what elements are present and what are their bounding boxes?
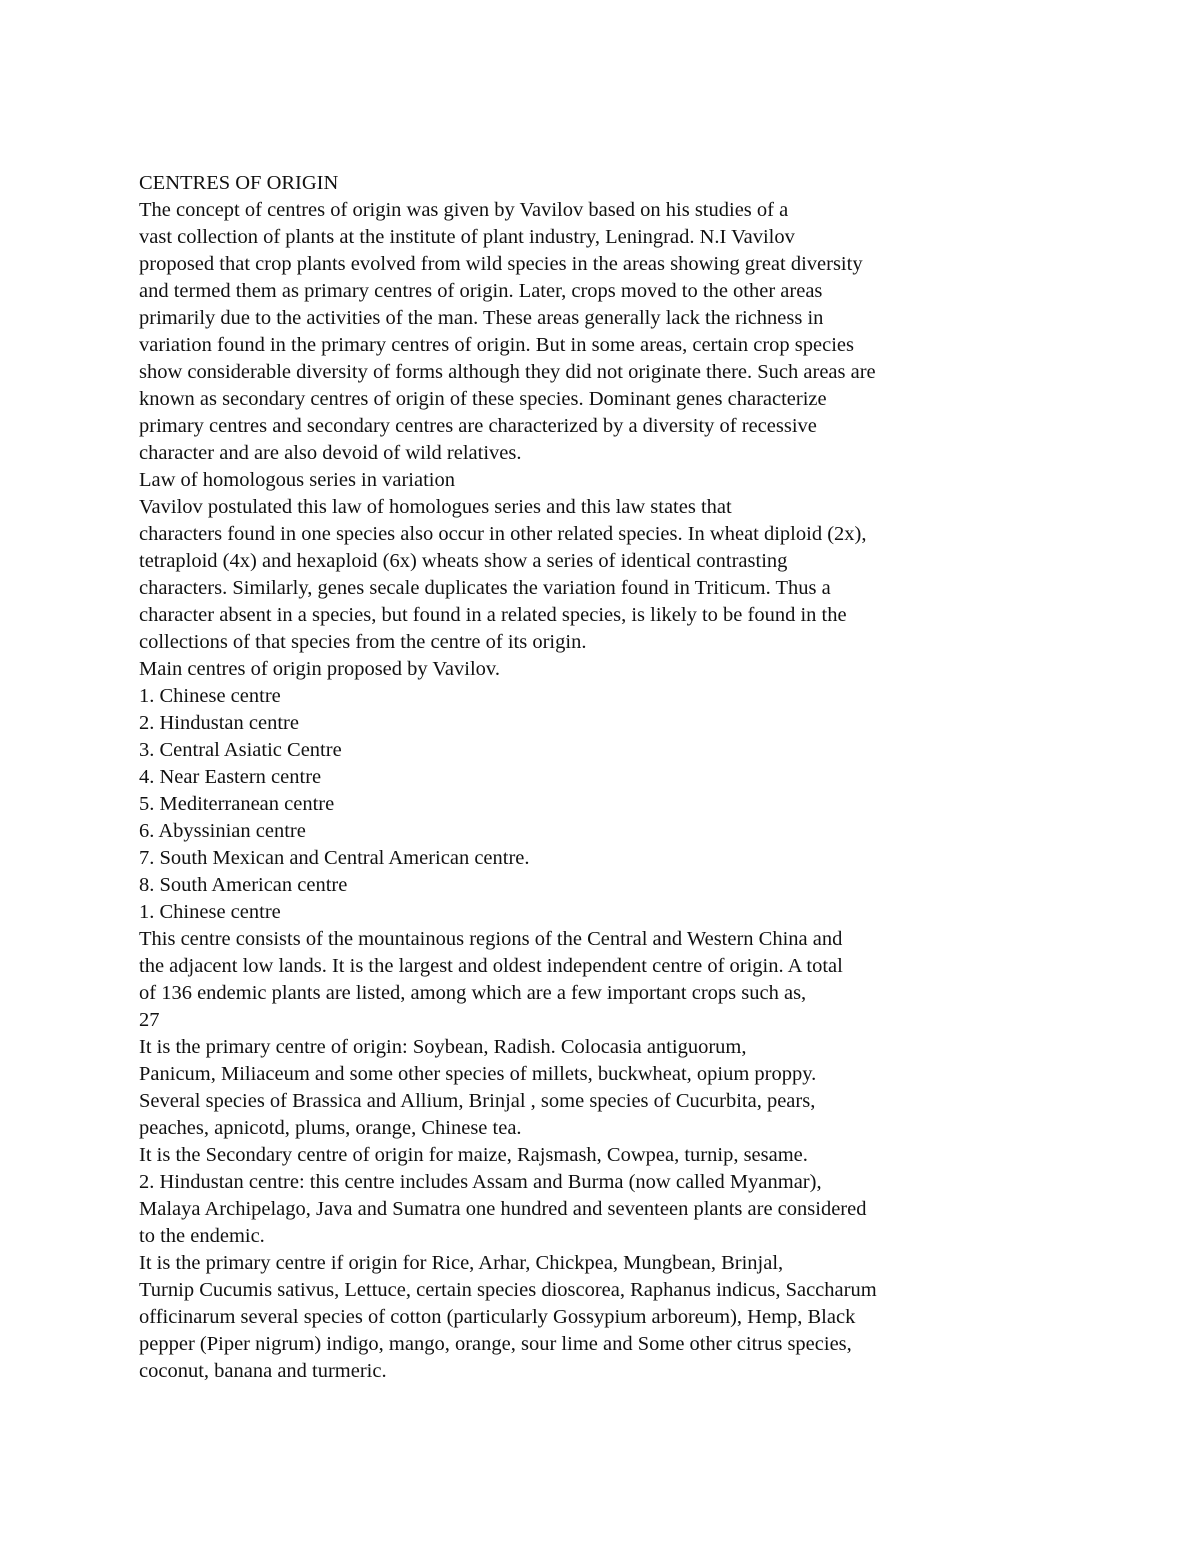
text-line: coconut, banana and turmeric. bbox=[139, 1360, 387, 1382]
text-line: and termed them as primary centres of origin. Later, crops moved to the other areas bbox=[139, 280, 823, 302]
text-line: tetraploid (4x) and hexaploid (6x) wheats show a series of identical contrasting bbox=[139, 550, 788, 572]
text-line: 4. Near Eastern centre bbox=[139, 766, 322, 788]
text-line: proposed that crop plants evolved from wild species in the areas showing great diversity bbox=[139, 253, 863, 275]
text-line: Main centres of origin proposed by Vavilov. bbox=[139, 658, 500, 680]
text-line: Law of homologous series in variation bbox=[139, 469, 455, 491]
text-line: variation found in the primary centres of origin. But in some areas, certain crop species bbox=[139, 334, 854, 356]
text-line: 27 bbox=[139, 1009, 160, 1031]
document-body bbox=[139, 170, 1039, 1385]
text-line: 3. Central Asiatic Centre bbox=[139, 739, 342, 761]
text-line: It is the Secondary centre of origin for maize, Rajsmash, Cowpea, turnip, sesame. bbox=[139, 1144, 808, 1166]
text-line: 6. Abyssinian centre bbox=[139, 820, 306, 842]
text-line: 2. Hindustan centre: this centre includes Assam and Burma (now called Myanmar), bbox=[139, 1171, 822, 1193]
document-title: CENTRES OF ORIGIN bbox=[139, 172, 339, 194]
text-line: officinarum several species of cotton (particularly Gossypium arboreum), Hemp, Black bbox=[139, 1306, 856, 1328]
text-line: 1. Chinese centre bbox=[139, 685, 281, 707]
text-line: character absent in a species, but found in a related species, is likely to be found in the bbox=[139, 604, 847, 626]
text-line: primarily due to the activities of the man. These areas generally lack the richness in bbox=[139, 307, 824, 329]
text-line: of 136 endemic plants are listed, among which are a few important crops such as, bbox=[139, 982, 807, 1004]
text-line: peaches, apnicotd, plums, orange, Chinese tea. bbox=[139, 1117, 522, 1139]
text-line: Turnip Cucumis sativus, Lettuce, certain species dioscorea, Raphanus indicus, Saccharum bbox=[139, 1279, 877, 1301]
text-line: known as secondary centres of origin of these species. Dominant genes characterize bbox=[139, 388, 827, 410]
text-line: 2. Hindustan centre bbox=[139, 712, 299, 734]
text-line: 1. Chinese centre bbox=[139, 901, 281, 923]
text-line: characters. Similarly, genes secale duplicates the variation found in Triticum. Thus a bbox=[139, 577, 831, 599]
text-line: Vavilov postulated this law of homologues series and this law states that bbox=[139, 496, 732, 518]
text-line: to the endemic. bbox=[139, 1225, 265, 1247]
text-line: 5. Mediterranean centre bbox=[139, 793, 335, 815]
text-line: Several species of Brassica and Allium, Brinjal , some species of Cucurbita, pears, bbox=[139, 1090, 816, 1112]
text-line: It is the primary centre if origin for Rice, Arhar, Chickpea, Mungbean, Brinjal, bbox=[139, 1252, 784, 1274]
text-line: This centre consists of the mountainous regions of the Central and Western China and bbox=[139, 928, 843, 950]
text-line: primary centres and secondary centres are characterized by a diversity of recessive bbox=[139, 415, 817, 437]
text-line: collections of that species from the centre of its origin. bbox=[139, 631, 587, 653]
text-line: show considerable diversity of forms although they did not originate there. Such areas are bbox=[139, 361, 876, 383]
text-line: the adjacent low lands. It is the largest and oldest independent centre of origin. A total bbox=[139, 955, 843, 977]
text-line: vast collection of plants at the institute of plant industry, Leningrad. N.I Vavilov bbox=[139, 226, 795, 248]
text-line: It is the primary centre of origin: Soybean, Radish. Colocasia antiguorum, bbox=[139, 1036, 747, 1058]
text-line: characters found in one species also occur in other related species. In wheat diploid (2x), bbox=[139, 523, 867, 545]
text-line: Panicum, Miliaceum and some other species of millets, buckwheat, opium proppy. bbox=[139, 1063, 817, 1085]
text-line: 7. South Mexican and Central American centre. bbox=[139, 847, 530, 869]
text-line: pepper (Piper nigrum) indigo, mango, orange, sour lime and Some other citrus species, bbox=[139, 1333, 852, 1355]
text-line: 8. South American centre bbox=[139, 874, 348, 896]
text-line: Malaya Archipelago, Java and Sumatra one hundred and seventeen plants are considered bbox=[139, 1198, 867, 1220]
text-line: The concept of centres of origin was given by Vavilov based on his studies of a bbox=[139, 199, 789, 221]
text-line: character and are also devoid of wild relatives. bbox=[139, 442, 522, 464]
